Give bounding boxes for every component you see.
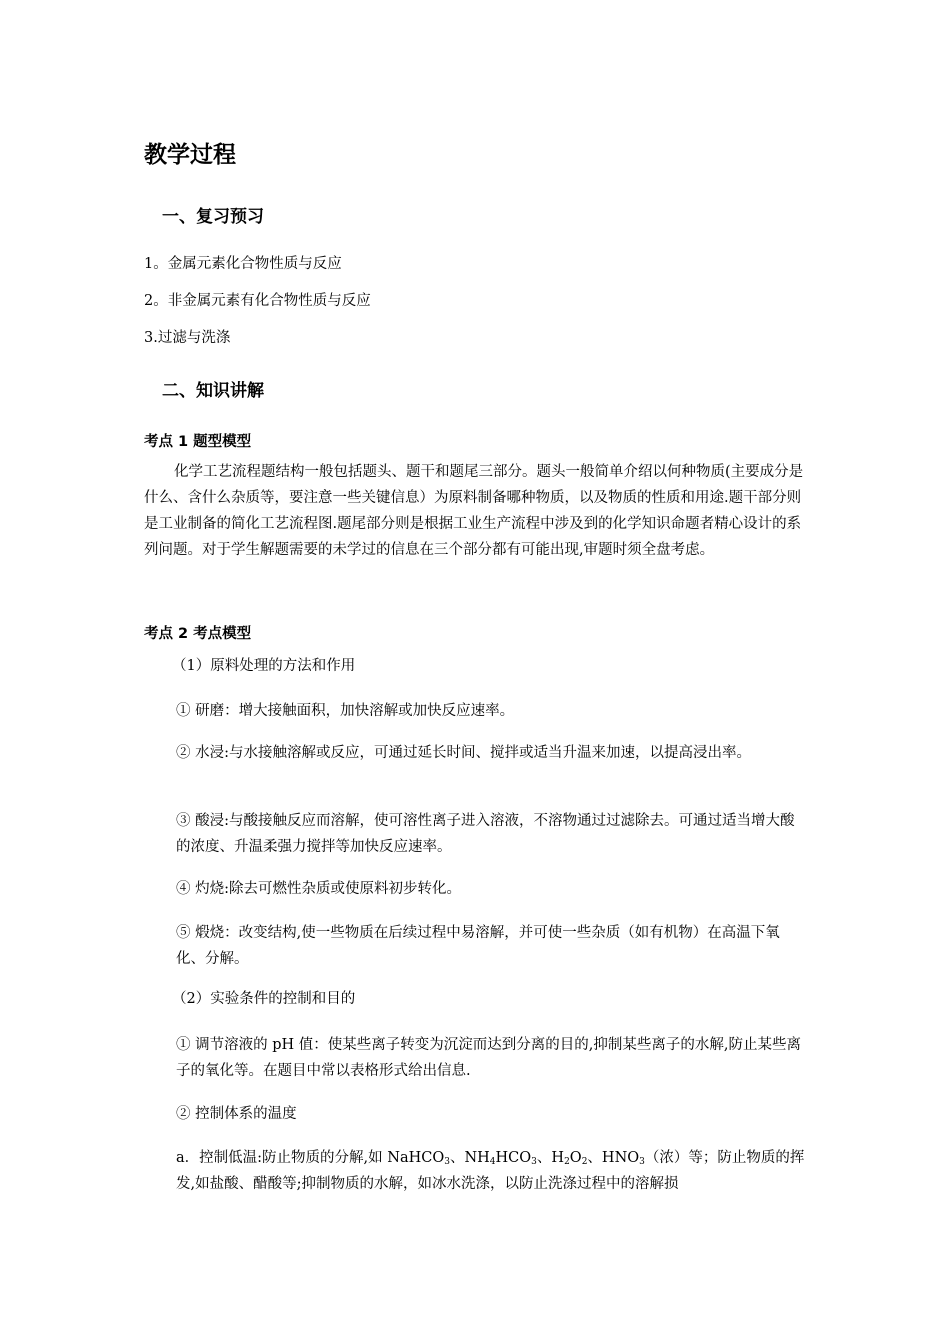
section-heading-knowledge: 二、知识讲解 bbox=[162, 381, 264, 401]
item-grind: ① 研磨：增大接触面积，加快溶解或加快反应速率。 bbox=[176, 703, 515, 719]
item-ph: ① 调节溶液的 pH 值：使某些离子转变为沉淀而达到分离的目的,抑制某些离子的水解,防止某些离子的氧化等。在题目中常以表格形式给出信息. bbox=[176, 1037, 801, 1079]
formula-hno3: $HNO_3$ bbox=[601, 1150, 645, 1167]
item-low-temperature: a．控制低温:防止物质的分解,如 NaHCO$_3$、$NH_4HCO_3$、$H_2O_2$、$HNO_3$（浓）等；防止物质的挥发,如盐酸、醋酸等;抑制物质的水解，如冰水洗涤，以防止洗涤过程中的溶解损 bbox=[176, 1150, 805, 1192]
list-item: 3.过滤与洗涤 bbox=[144, 330, 231, 346]
point1-paragraph: 化学工艺流程题结构一般包括题头、题干和题尾三部分。题头一般简单介绍以何种物质(主要成分是什么、含什么杂质等，要注意一些关键信息）为原料制备哪种物质，以及物质的性质和用途.题干部分则是工业制备的简化工艺流程图.题尾部分则是根据工业生产流程中涉及到的化学知识命题者精心设计的系列问题。对于学生解题需要的未学过的信息在三个部分都有可能出现,审题时须全盘考虑。 bbox=[144, 464, 804, 558]
page-title: 教学过程 bbox=[144, 142, 236, 168]
subsection-raw-material: （1）原料处理的方法和作用 bbox=[172, 658, 356, 674]
formula-nahco3: NaHCO$_3$ bbox=[387, 1150, 450, 1167]
subsection-conditions: （2）实验条件的控制和目的 bbox=[172, 991, 356, 1007]
item-calcine: ⑤ 煅烧：改变结构,使一些物质在后续过程中易溶解，并可使一些杂质（如有机物）在高温下氧化、分解。 bbox=[176, 925, 780, 967]
list-item: 2。非金属元素有化合物性质与反应 bbox=[144, 293, 371, 309]
section-heading-review: 一、复习预习 bbox=[162, 207, 264, 227]
point2-heading: 考点 2 考点模型 bbox=[144, 626, 252, 642]
item-temperature: ② 控制体系的温度 bbox=[176, 1106, 297, 1122]
formula-h2o2: $H_2O_2$ bbox=[551, 1150, 588, 1167]
item-water-leach: ② 水浸:与水接触溶解或反应，可通过延长时间、搅拌或适当升温来加速，以提高浸出率。 bbox=[176, 745, 751, 761]
item-burn: ④ 灼烧:除去可燃性杂质或使原料初步转化。 bbox=[176, 881, 461, 897]
point1-heading: 考点 1 题型模型 bbox=[144, 434, 252, 450]
list-item: 1。金属元素化合物性质与反应 bbox=[144, 256, 342, 272]
item-acid-leach: ③ 酸浸:与酸接触反应而溶解，使可溶性离子进入溶液，不溶物通过过滤除去。可通过适当增大酸的浓度、升温柔强力搅拌等加快反应速率。 bbox=[176, 813, 795, 855]
formula-nh4hco3: $NH_4HCO_3$ bbox=[464, 1150, 537, 1167]
